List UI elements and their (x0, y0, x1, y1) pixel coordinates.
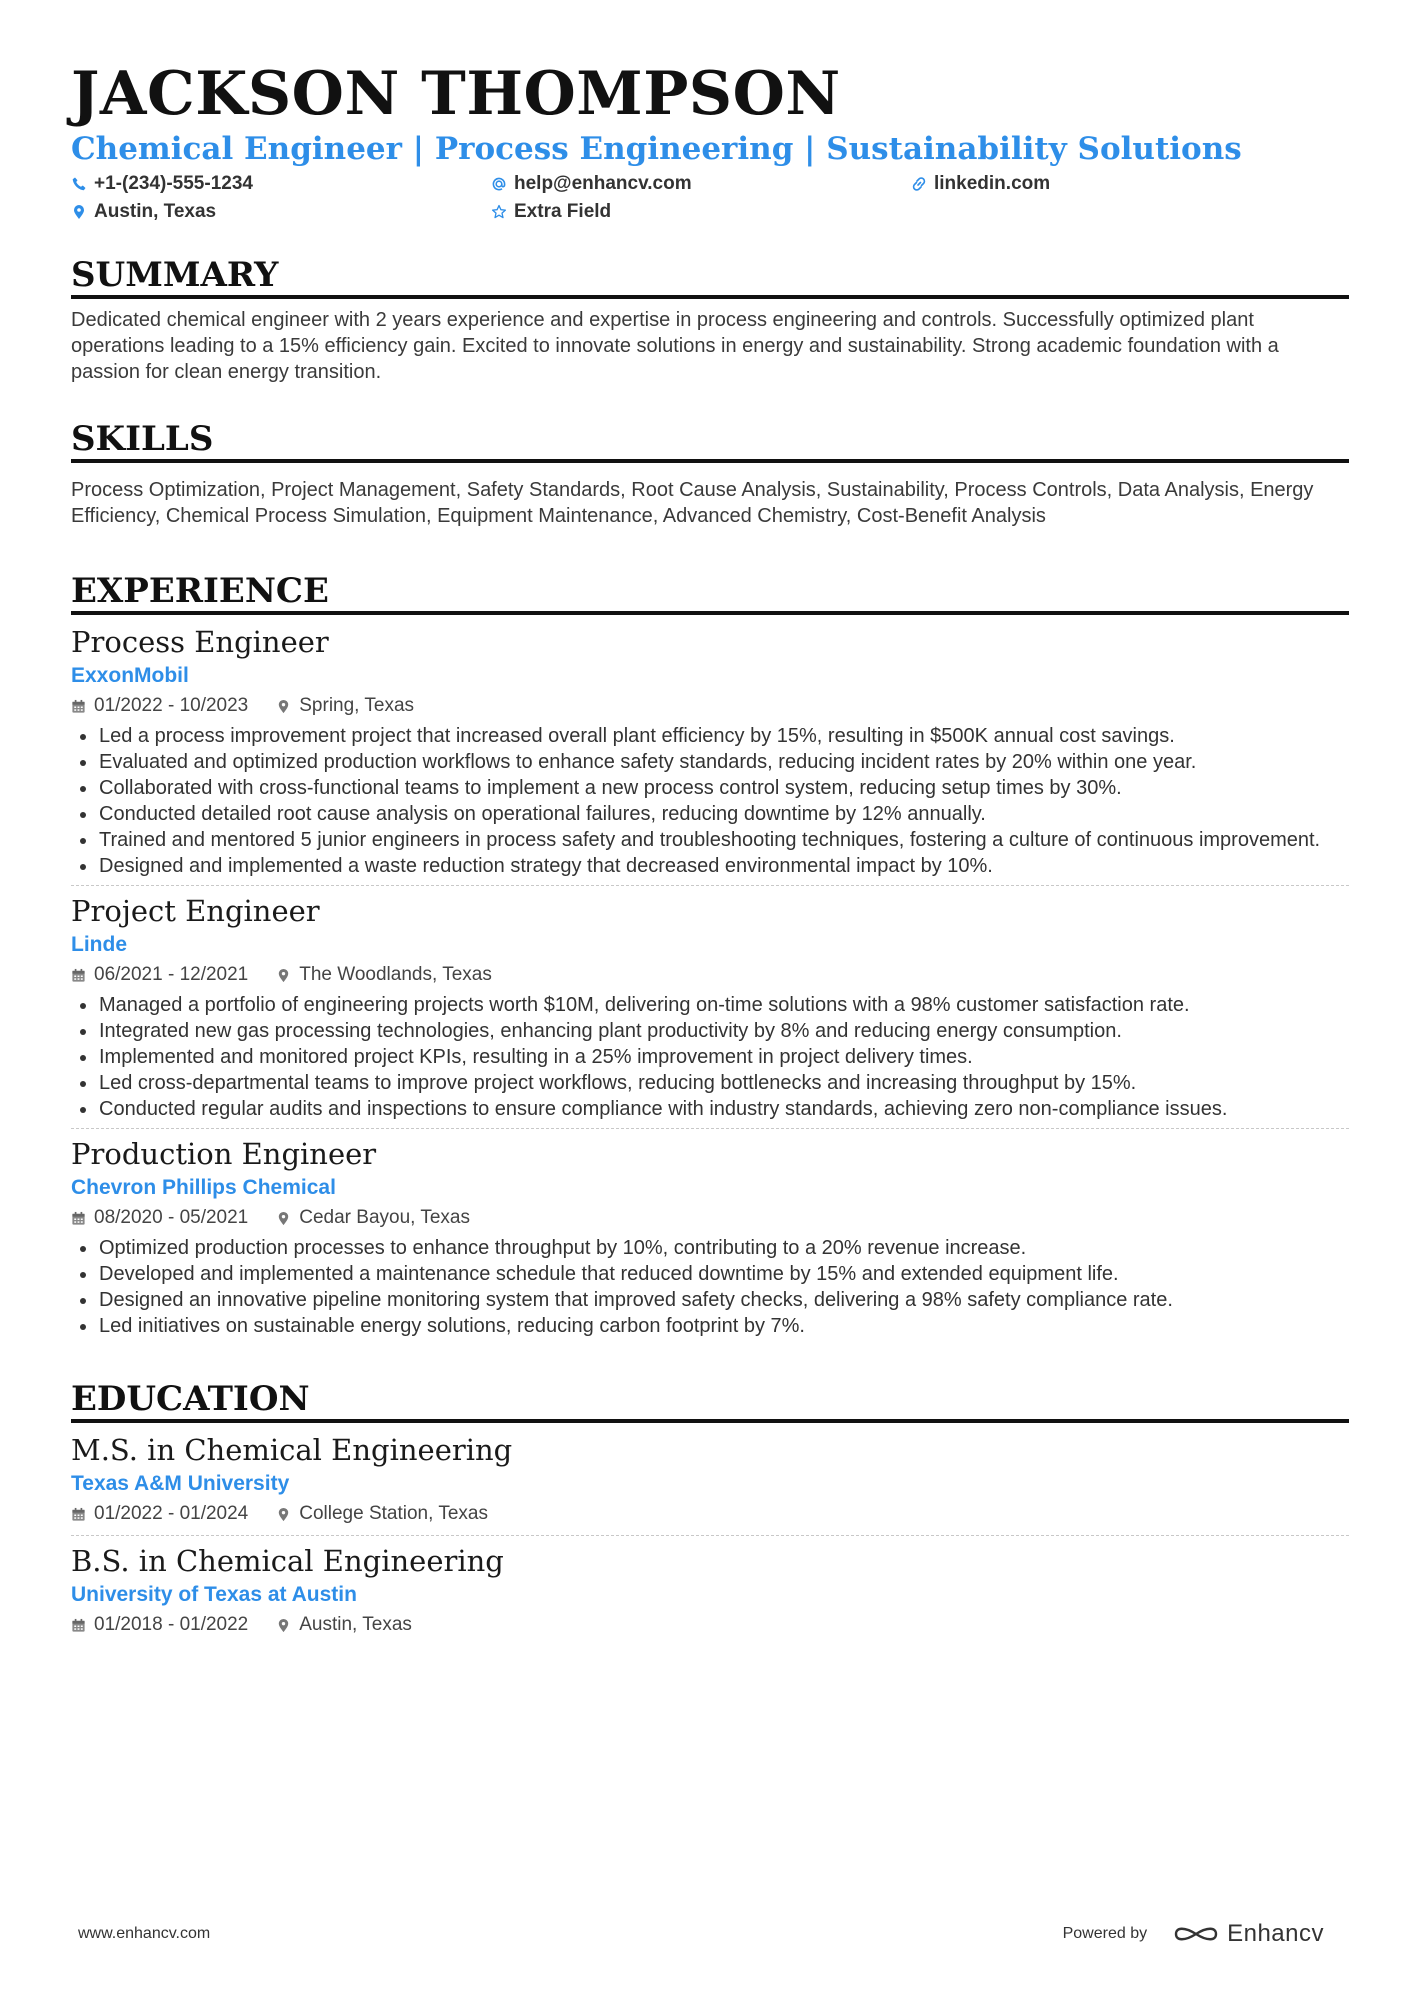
map-pin-icon (276, 1507, 291, 1522)
contact-info (71, 171, 1349, 225)
summary-text: Dedicated chemical engineer with 2 years experience and expertise in process engineering and controls. Successfully optimized plant operations leading to a 15% efficiency gain. Excited to innovate solutions in energy and sustainability. Strong academic foundation with a passion for clean energy transition. (71, 309, 1279, 383)
experience-section (71, 571, 1349, 1345)
extra-text: Extra Field (514, 201, 612, 222)
phone-text: +1-(234)-555-1234 (94, 173, 253, 194)
contact-email[interactable] (491, 171, 911, 197)
summary-section (71, 255, 1349, 385)
job-bullets (71, 992, 1349, 1122)
phone-icon (71, 176, 87, 192)
calendar-icon (71, 699, 86, 714)
bullet-item: Led initiatives on sustainable energy solutions, reducing carbon footprint by 7%. (71, 1313, 1349, 1339)
location-text: Austin, Texas (94, 201, 217, 222)
dates-text: 08/2020 - 05/2021 (94, 1207, 249, 1228)
section-title-skills: SKILLS (71, 419, 1349, 463)
job-meta (71, 960, 1349, 990)
job-location (276, 1499, 488, 1529)
job-meta (71, 1499, 1349, 1529)
company-name: ExxonMobil (71, 664, 189, 687)
map-pin-icon (276, 699, 291, 714)
bullet-item: Led a process improvement project that increased overall plant efficiency by 15%, resulting in $500K annual cost savings. (71, 723, 1349, 749)
calendar-icon (71, 1211, 86, 1226)
bullet-item: Designed an innovative pipeline monitoring system that improved safety checks, delivering a 98% safety compliance rate. (71, 1287, 1349, 1313)
school-name: University of Texas at Austin (71, 1583, 357, 1606)
link-icon (911, 176, 927, 192)
location-text: Spring, Texas (299, 695, 415, 716)
powered-by (1063, 1920, 1324, 1948)
bullet-item: Managed a portfolio of engineering projects worth $10M, delivering on-time solutions with a 98% customer satisfaction rate. (71, 992, 1349, 1018)
at-icon (491, 176, 507, 192)
calendar-icon (71, 1618, 86, 1633)
experience-entry (71, 885, 1349, 1128)
job-dates (71, 1203, 248, 1233)
company-name: Linde (71, 933, 127, 956)
degree-title: B.S. in Chemical Engineering (71, 1544, 504, 1578)
contact-extra (491, 199, 911, 225)
calendar-icon (71, 968, 86, 983)
experience-entry (71, 1128, 1349, 1345)
location-text: Cedar Bayou, Texas (299, 1207, 470, 1228)
job-location (276, 960, 492, 990)
resume-page (71, 60, 1349, 1646)
map-pin-icon (276, 1211, 291, 1226)
job-meta (71, 1610, 1349, 1640)
job-title: Process Engineer (71, 625, 329, 659)
bullet-item: Conducted regular audits and inspections to ensure compliance with industry standards, achieving zero non-compliance issues. (71, 1096, 1349, 1122)
skills-section (71, 419, 1349, 529)
bullet-item: Collaborated with cross-functional teams to implement a new process control system, reducing setup times by 30%. (71, 775, 1349, 801)
map-pin-icon (276, 1618, 291, 1633)
brand-name: Enhancv (1227, 1920, 1324, 1947)
education-section (71, 1379, 1349, 1646)
calendar-icon (71, 1507, 86, 1522)
location-text: College Station, Texas (299, 1503, 488, 1524)
job-dates (71, 1499, 248, 1529)
bullet-item: Conducted detailed root cause analysis on operational failures, reducing downtime by 12% annually. (71, 801, 1349, 827)
bullet-item: Trained and mentored 5 junior engineers in process safety and troubleshooting techniques, fostering a culture of continuous improvement. (71, 827, 1349, 853)
job-location (276, 691, 414, 721)
bullet-item: Evaluated and optimized production workflows to enhance safety standards, reducing incident rates by 20% within one year. (71, 749, 1349, 775)
dates-text: 01/2022 - 10/2023 (94, 695, 249, 716)
location-text: Austin, Texas (299, 1614, 412, 1635)
section-title-summary: SUMMARY (71, 255, 1349, 299)
location-text: The Woodlands, Texas (299, 964, 492, 985)
star-icon (491, 204, 507, 220)
powered-by-label: Powered by (1062, 1925, 1148, 1942)
bullet-item: Designed and implemented a waste reduction strategy that decreased environmental impact by 10%. (71, 853, 1349, 879)
job-meta (71, 691, 1349, 721)
contact-location (71, 199, 491, 225)
job-dates (71, 1610, 248, 1640)
contact-link[interactable] (911, 171, 1331, 197)
footer-website[interactable]: www.enhancv.com (78, 1925, 211, 1942)
section-title-education: EDUCATION (71, 1379, 1349, 1423)
bullet-item: Optimized production processes to enhance throughput by 10%, contributing to a 20% revenue increase. (71, 1235, 1349, 1261)
job-title: Production Engineer (71, 1137, 377, 1171)
bullet-item: Implemented and monitored project KPIs, resulting in a 25% improvement in project delivery times. (71, 1044, 1349, 1070)
job-meta (71, 1203, 1349, 1233)
experience-entry (71, 623, 1349, 885)
link-text: linkedin.com (934, 173, 1051, 194)
job-title: Project Engineer (71, 894, 320, 928)
job-bullets (71, 1235, 1349, 1339)
job-location (276, 1203, 470, 1233)
school-name: Texas A&M University (71, 1472, 290, 1495)
skills-text: Process Optimization, Project Management, Safety Standards, Root Cause Analysis, Sustainability, Process Controls, Data Analysis, Energy Efficiency, Chemical Process Simulation, Equipment Maintenance, Advanced Chemistry, Cost-Benefit Analysis (71, 479, 1314, 527)
education-entry (71, 1431, 1349, 1535)
company-name: Chevron Phillips Chemical (71, 1176, 336, 1199)
page-footer (78, 1920, 1324, 1948)
candidate-headline: Chemical Engineer | Process Engineering | Sustainability Solutions (71, 131, 1242, 167)
dates-text: 06/2021 - 12/2021 (94, 964, 249, 985)
dates-text: 01/2022 - 01/2024 (94, 1503, 249, 1524)
map-pin-icon (71, 204, 87, 220)
bullet-item: Integrated new gas processing technologies, enhancing plant productivity by 8% and reducing energy consumption. (71, 1018, 1349, 1044)
education-list (71, 1431, 1349, 1646)
dates-text: 01/2018 - 01/2022 (94, 1614, 249, 1635)
email-text: help@enhancv.com (514, 173, 692, 194)
section-title-experience: EXPERIENCE (71, 571, 1349, 615)
experience-list (71, 623, 1349, 1345)
candidate-name: JACKSON THOMPSON (71, 59, 841, 129)
contact-phone[interactable] (71, 171, 491, 197)
bullet-item: Led cross-departmental teams to improve project workflows, reducing bottlenecks and increasing throughput by 15%. (71, 1070, 1349, 1096)
job-location (276, 1610, 412, 1640)
enhancv-logo-icon (1173, 1922, 1219, 1946)
job-dates (71, 691, 248, 721)
map-pin-icon (276, 968, 291, 983)
bullet-item: Developed and implemented a maintenance schedule that reduced downtime by 15% and extended equipment life. (71, 1261, 1349, 1287)
job-bullets (71, 723, 1349, 879)
degree-title: M.S. in Chemical Engineering (71, 1433, 513, 1467)
education-entry (71, 1535, 1349, 1646)
job-dates (71, 960, 248, 990)
